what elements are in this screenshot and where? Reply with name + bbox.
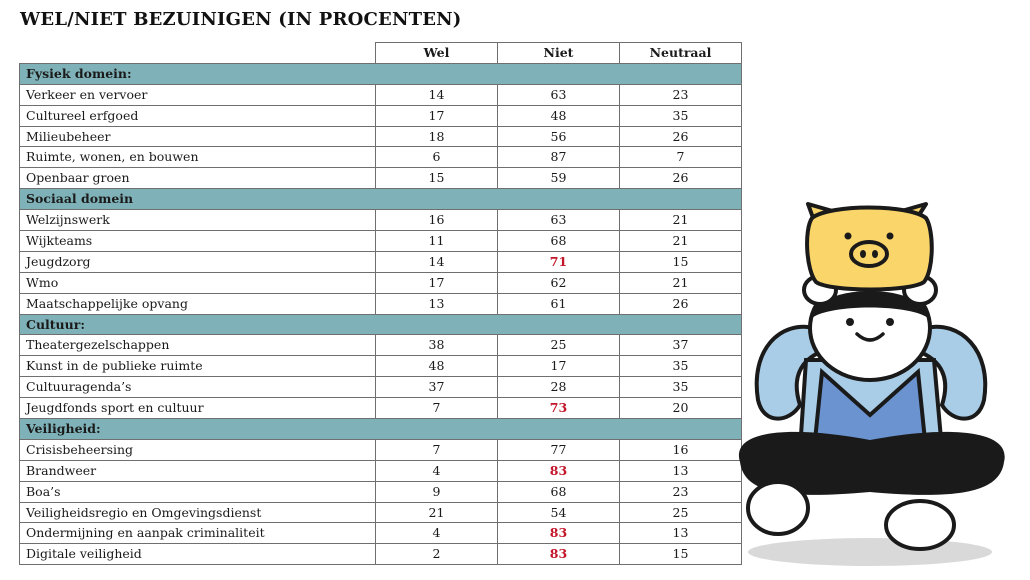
cell-neutraal: 15	[620, 251, 742, 272]
table-row	[20, 126, 742, 147]
cell-niet: 62	[498, 272, 620, 293]
section-header-row	[20, 419, 742, 440]
cell-neutraal: 26	[620, 126, 742, 147]
cell-neutraal: 21	[620, 272, 742, 293]
cell-neutraal: 21	[620, 210, 742, 231]
cell-neutraal: 35	[620, 105, 742, 126]
cell-wel: 2	[376, 544, 498, 565]
cell-niet: 54	[498, 502, 620, 523]
table-row	[20, 439, 742, 460]
section-title: Veiligheid:	[20, 419, 742, 440]
ground-shadow	[748, 538, 992, 566]
cell-wel: 9	[376, 481, 498, 502]
cell-neutraal: 13	[620, 460, 742, 481]
pig-nostril-right	[872, 250, 878, 258]
cell-neutraal: 23	[620, 481, 742, 502]
table-row	[20, 481, 742, 502]
table-row	[20, 251, 742, 272]
section-header-row	[20, 314, 742, 335]
cell-niet: 87	[498, 147, 620, 168]
row-label: Kunst in de publieke ruimte	[20, 356, 376, 377]
row-label: Wijkteams	[20, 231, 376, 252]
cell-neutraal: 35	[620, 356, 742, 377]
cell-wel: 21	[376, 502, 498, 523]
cell-neutraal: 13	[620, 523, 742, 544]
right-eye	[886, 318, 894, 326]
table-row	[20, 523, 742, 544]
cell-wel: 11	[376, 231, 498, 252]
header-wel: Wel	[376, 43, 498, 64]
page-title: WEL/NIET BEZUINIGEN (IN PROCENTEN)	[20, 9, 462, 30]
table-row	[20, 168, 742, 189]
cell-wel: 17	[376, 272, 498, 293]
cell-neutraal: 25	[620, 502, 742, 523]
cell-niet: 71	[498, 251, 620, 272]
cell-niet: 63	[498, 84, 620, 105]
cell-wel: 15	[376, 168, 498, 189]
row-label: Brandweer	[20, 460, 376, 481]
header-neutraal: Neutraal	[620, 43, 742, 64]
table-row	[20, 210, 742, 231]
cell-neutraal: 20	[620, 398, 742, 419]
row-label: Welzijnswerk	[20, 210, 376, 231]
cell-neutraal: 23	[620, 84, 742, 105]
table-row	[20, 356, 742, 377]
row-label: Jeugdfonds sport en cultuur	[20, 398, 376, 419]
table-row	[20, 502, 742, 523]
pig-snout	[851, 242, 887, 266]
table-row	[20, 147, 742, 168]
header-niet: Niet	[498, 43, 620, 64]
cell-niet: 83	[498, 523, 620, 544]
row-label: Theatergezelschappen	[20, 335, 376, 356]
section-title: Sociaal domein	[20, 189, 742, 210]
row-label: Crisisbeheersing	[20, 439, 376, 460]
cell-wel: 48	[376, 356, 498, 377]
right-foot	[886, 501, 954, 549]
cell-neutraal: 37	[620, 335, 742, 356]
piggy-bank-illustration	[720, 200, 1025, 575]
cell-wel: 38	[376, 335, 498, 356]
cell-neutraal: 7	[620, 147, 742, 168]
cell-wel: 37	[376, 377, 498, 398]
row-label: Openbaar groen	[20, 168, 376, 189]
cell-neutraal: 21	[620, 231, 742, 252]
section-title: Fysiek domein:	[20, 63, 742, 84]
data-table	[19, 42, 742, 565]
left-foot	[748, 482, 808, 534]
cell-niet: 68	[498, 481, 620, 502]
cell-niet: 59	[498, 168, 620, 189]
row-label: Milieubeheer	[20, 126, 376, 147]
cell-wel: 16	[376, 210, 498, 231]
cell-niet: 83	[498, 460, 620, 481]
table-row	[20, 231, 742, 252]
table-row	[20, 105, 742, 126]
cell-wel: 7	[376, 398, 498, 419]
cell-wel: 7	[376, 439, 498, 460]
header-blank	[20, 43, 376, 64]
cell-wel: 14	[376, 84, 498, 105]
cell-niet: 25	[498, 335, 620, 356]
row-label: Cultureel erfgoed	[20, 105, 376, 126]
row-label: Digitale veiligheid	[20, 544, 376, 565]
cell-niet: 56	[498, 126, 620, 147]
cell-neutraal: 15	[620, 544, 742, 565]
table-body	[20, 63, 742, 564]
cell-neutraal: 26	[620, 168, 742, 189]
cell-niet: 28	[498, 377, 620, 398]
row-label: Veiligheidsregio en Omgevingsdienst	[20, 502, 376, 523]
cell-wel: 4	[376, 460, 498, 481]
section-header-row	[20, 189, 742, 210]
cell-neutraal: 35	[620, 377, 742, 398]
table-row	[20, 398, 742, 419]
row-label: Wmo	[20, 272, 376, 293]
cell-wel: 6	[376, 147, 498, 168]
table-row	[20, 335, 742, 356]
cell-neutraal: 16	[620, 439, 742, 460]
table-row	[20, 84, 742, 105]
cell-niet: 63	[498, 210, 620, 231]
cell-neutraal: 26	[620, 293, 742, 314]
table-row	[20, 377, 742, 398]
row-label: Verkeer en vervoer	[20, 84, 376, 105]
left-eye	[846, 318, 854, 326]
cell-wel: 18	[376, 126, 498, 147]
pig-left-eye	[845, 233, 852, 240]
cell-niet: 83	[498, 544, 620, 565]
row-label: Ondermijning en aanpak criminaliteit	[20, 523, 376, 544]
cell-niet: 77	[498, 439, 620, 460]
cell-wel: 4	[376, 523, 498, 544]
table-row	[20, 544, 742, 565]
cell-niet: 61	[498, 293, 620, 314]
table-row	[20, 272, 742, 293]
cell-niet: 17	[498, 356, 620, 377]
pig-nostril-left	[860, 250, 866, 258]
row-label: Maatschappelijke opvang	[20, 293, 376, 314]
table-row	[20, 293, 742, 314]
cell-wel: 17	[376, 105, 498, 126]
cell-niet: 48	[498, 105, 620, 126]
cell-niet: 68	[498, 231, 620, 252]
table-header	[20, 43, 742, 64]
cell-niet: 73	[498, 398, 620, 419]
table-row	[20, 460, 742, 481]
row-label: Ruimte, wonen, en bouwen	[20, 147, 376, 168]
section-title: Cultuur:	[20, 314, 742, 335]
row-label: Boa’s	[20, 481, 376, 502]
pig-right-eye	[887, 233, 894, 240]
cell-wel: 13	[376, 293, 498, 314]
cell-wel: 14	[376, 251, 498, 272]
row-label: Cultuuragenda’s	[20, 377, 376, 398]
section-header-row	[20, 63, 742, 84]
row-label: Jeugdzorg	[20, 251, 376, 272]
